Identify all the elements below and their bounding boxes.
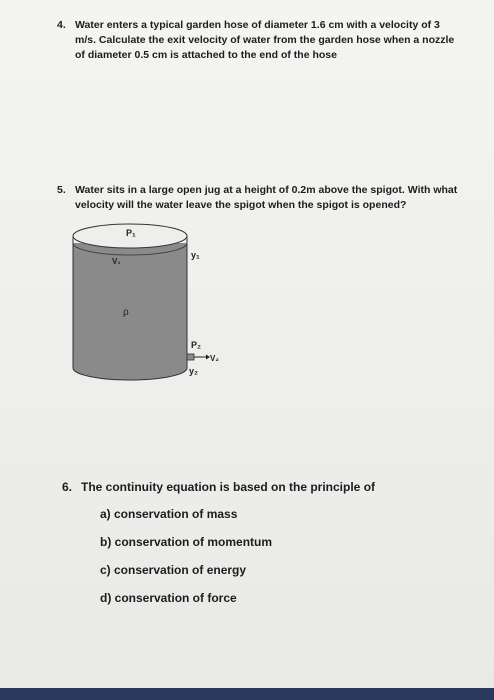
option-d: d) conservation of force (100, 591, 237, 605)
label-v1: V₁ (112, 257, 121, 266)
option-c: c) conservation of energy (100, 563, 247, 577)
label-y1: y₁ (191, 250, 200, 260)
question-number: 5. (57, 184, 66, 196)
question-text: Water enters a typical garden hose of diameter 1.6 cm with a velocity of 3 m/s. Calculate the exit velocity of water from the garden hose when a nozzle of diameter 0.5 cm is attached to the end of the hose (75, 19, 455, 61)
label-p2: P₂ (191, 340, 202, 350)
label-y2: y₂ (189, 366, 199, 376)
option-a: a) conservation of mass (100, 507, 238, 521)
label-rho: ρ (123, 307, 129, 318)
label-v2: V₂ (210, 354, 219, 363)
question-text: The continuity equation is based on the principle of (81, 480, 376, 494)
question-text: Water sits in a large open jug at a height of 0.2m above the spigot. With what velocity will the water leave the spigot when the spigot is opened? (75, 184, 458, 211)
jug-water-body (73, 243, 187, 380)
label-p1: P₁ (126, 228, 136, 238)
spigot (187, 354, 194, 360)
question-number: 6. (62, 480, 73, 494)
option-b: b) conservation of momentum (100, 535, 273, 549)
question-number: 4. (57, 19, 66, 31)
